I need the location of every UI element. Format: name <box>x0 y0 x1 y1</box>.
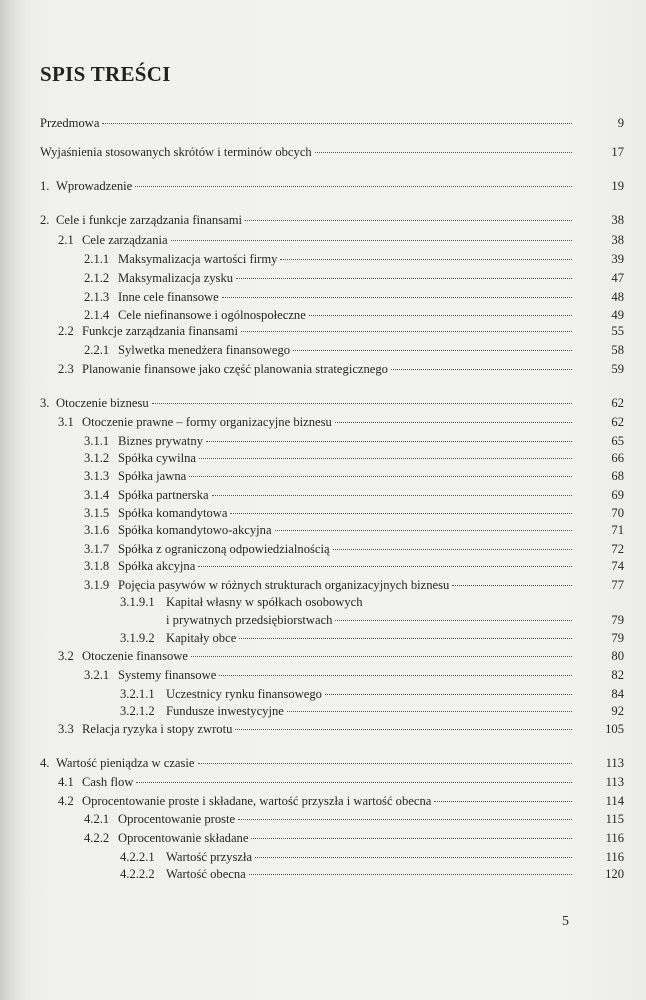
dot-leader <box>222 297 572 298</box>
toc-entry-page: 55 <box>611 324 624 338</box>
toc-entry-title: Kapitał własny w spółkach osobowych <box>166 595 363 609</box>
toc-entry-title: Maksymalizacja zysku <box>118 271 234 285</box>
toc-entry-title: i prywatnych przedsiębiorstwach <box>166 613 333 627</box>
toc-entry-title: Pojęcia pasywów w różnych strukturach organizacyjnych biznesu <box>118 578 450 592</box>
toc-entry <box>120 866 624 882</box>
toc-entry <box>84 558 624 574</box>
toc-entry-title: Wartość pieniądza w czasie <box>56 756 195 770</box>
toc-entry-page: 9 <box>617 116 624 130</box>
toc-entry-number: 4. <box>40 756 50 770</box>
toc-entry-page: 116 <box>605 850 624 864</box>
dot-leader <box>325 694 572 695</box>
dot-leader <box>293 350 572 351</box>
toc-entry-page: 17 <box>611 145 624 159</box>
dot-leader <box>238 819 572 820</box>
toc-entry-number: 2.1.1 <box>84 252 110 266</box>
dot-leader <box>333 549 572 550</box>
toc-entry-page: 74 <box>611 559 624 573</box>
toc-entry-page: 92 <box>611 704 624 718</box>
toc-entry-title: Oprocentowanie proste i składane, wartość przyszła i wartość obecna <box>82 794 432 808</box>
toc-entry-title: Cele zarządzania <box>82 233 168 247</box>
toc-entry-title: Spółka komandytowa <box>118 506 228 520</box>
toc-entry-title: Spółka cywilna <box>118 451 196 465</box>
toc-entry-page: 49 <box>611 308 624 322</box>
toc-entry <box>84 342 624 358</box>
toc-entry-number: 3.1.7 <box>84 542 110 556</box>
toc-entry <box>40 115 624 131</box>
dot-leader <box>135 186 572 187</box>
toc-entry-title: Spółka jawna <box>118 469 187 483</box>
toc-entry-title: Oprocentowanie proste <box>118 812 236 826</box>
toc-entry <box>84 487 624 503</box>
dot-leader <box>391 369 572 370</box>
toc-entry-title: Przedmowa <box>40 116 100 130</box>
toc-entry-page: 105 <box>605 722 624 736</box>
toc-entry-number: 3.1.8 <box>84 559 110 573</box>
toc-entry-page: 65 <box>611 434 624 448</box>
toc-entry <box>120 703 624 719</box>
toc-entry-number: 3.1.9.1 <box>120 595 155 609</box>
toc-entry <box>166 612 624 628</box>
toc-entry-number: 2.2.1 <box>84 343 110 357</box>
toc-entry-title: Cash flow <box>82 775 134 789</box>
toc-entry-title: Fundusze inwestycyjne <box>166 704 284 718</box>
toc-entry-number: 2. <box>40 213 50 227</box>
toc-entry <box>120 630 624 646</box>
toc-entry-title: Biznes prywatny <box>118 434 203 448</box>
toc-entry <box>58 414 624 430</box>
toc-entry-page: 38 <box>611 233 624 247</box>
toc-entry-title: Systemy finansowe <box>118 668 217 682</box>
toc-entry-page: 62 <box>611 396 624 410</box>
dot-leader <box>189 476 572 477</box>
toc-entry-number: 1. <box>40 179 50 193</box>
toc-entry-number: 2.1.4 <box>84 308 110 322</box>
toc-entry-page: 80 <box>611 649 624 663</box>
toc-entry <box>84 251 624 267</box>
toc-entry-page: 58 <box>611 343 624 357</box>
dot-leader <box>249 874 572 875</box>
dot-leader <box>275 530 572 531</box>
toc-entry-number: 3.1.2 <box>84 451 110 465</box>
toc-entry-number: 3.1.9.2 <box>120 631 155 645</box>
toc-entry-title: Wartość obecna <box>166 867 246 881</box>
toc-entry-title: Spółka z ograniczoną odpowiedzialnością <box>118 542 330 556</box>
toc-entry-number: 3.1.3 <box>84 469 110 483</box>
toc-entry-number: 3.1.6 <box>84 523 110 537</box>
toc-entry-page: 66 <box>611 451 624 465</box>
toc-entry <box>58 774 624 790</box>
toc-entry <box>40 212 624 228</box>
toc-entry <box>84 541 624 557</box>
toc-entry-title: Spółka partnerska <box>118 488 209 502</box>
toc-entry-page: 113 <box>605 756 624 770</box>
toc-entry <box>84 667 624 683</box>
toc-entry-title: Inne cele finansowe <box>118 290 219 304</box>
dot-leader <box>280 259 572 260</box>
dot-leader <box>287 711 572 712</box>
toc-entry <box>58 323 624 339</box>
toc-entry-number: 4.2 <box>58 794 74 808</box>
toc-entry <box>84 433 624 449</box>
toc-entry <box>40 395 624 411</box>
toc-entry-number: 4.2.2.1 <box>120 850 155 864</box>
dot-leader <box>241 331 572 332</box>
toc-entry <box>84 522 624 538</box>
toc-entry-number: 3.2 <box>58 649 74 663</box>
toc-entry-page: 69 <box>611 488 624 502</box>
dot-leader <box>315 152 572 153</box>
toc-entry-title: Maksymalizacja wartości firmy <box>118 252 278 266</box>
toc-entry <box>84 450 624 466</box>
toc-entry-page: 77 <box>611 578 624 592</box>
toc-entry <box>84 468 624 484</box>
toc-entry-page: 62 <box>611 415 624 429</box>
toc-entry-title: Wprowadzenie <box>56 179 133 193</box>
toc-entry-page: 70 <box>611 506 624 520</box>
toc-entry-number: 2.2 <box>58 324 74 338</box>
dot-leader <box>191 656 572 657</box>
dot-leader <box>219 675 572 676</box>
toc-entry-number: 4.2.2.2 <box>120 867 155 881</box>
dot-leader <box>452 585 572 586</box>
toc-entry-number: 4.1 <box>58 775 74 789</box>
dot-leader <box>434 801 572 802</box>
toc-entry-number: 2.1 <box>58 233 74 247</box>
toc-entry-title: Otoczenie biznesu <box>56 396 149 410</box>
toc-entry-number: 4.2.2 <box>84 831 110 845</box>
toc-entry-number: 3.1.1 <box>84 434 110 448</box>
dot-leader <box>235 729 572 730</box>
toc-entry-title: Otoczenie finansowe <box>82 649 188 663</box>
dot-leader <box>206 441 572 442</box>
toc-entry-number: 3.1.4 <box>84 488 110 502</box>
toc-entry-page: 39 <box>611 252 624 266</box>
toc-entry-number: 3.1.9 <box>84 578 110 592</box>
toc-entry-number: 2.1.2 <box>84 271 110 285</box>
toc-entry-title: Cele niefinansowe i ogólnospołeczne <box>118 308 306 322</box>
toc-entry-page: 116 <box>605 831 624 845</box>
toc-entry <box>58 721 624 737</box>
toc-entry-title: Oprocentowanie składane <box>118 831 249 845</box>
dot-leader <box>251 838 572 839</box>
toc-entry-page: 47 <box>611 271 624 285</box>
toc-entry-page: 72 <box>611 542 624 556</box>
dot-leader <box>230 513 572 514</box>
toc-entry-page: 59 <box>611 362 624 376</box>
dot-leader <box>199 458 572 459</box>
toc-entry-page: 79 <box>611 613 624 627</box>
toc-entry-title: Uczestnicy rynku finansowego <box>166 687 322 701</box>
toc-entry <box>120 686 624 702</box>
toc-entry-title: Wyjaśnienia stosowanych skrótów i terminów obcych <box>40 145 312 159</box>
dot-leader <box>152 403 572 404</box>
toc-entry-page: 48 <box>611 290 624 304</box>
dot-leader <box>171 240 572 241</box>
dot-leader <box>102 123 572 124</box>
toc-entry <box>40 755 624 771</box>
toc-entry-number: 2.1.3 <box>84 290 110 304</box>
toc-entry <box>84 811 624 827</box>
toc-entry-number: 3. <box>40 396 50 410</box>
toc-entry-title: Wartość przyszła <box>166 850 253 864</box>
toc-entry <box>84 307 624 323</box>
toc-entry-title: Spółka komandytowo-akcyjna <box>118 523 272 537</box>
toc-entry <box>84 830 624 846</box>
toc-entry <box>58 648 624 664</box>
toc-entry-number: 2.3 <box>58 362 74 376</box>
toc-entry <box>84 505 624 521</box>
dot-leader <box>212 495 572 496</box>
toc-entry <box>58 232 624 248</box>
toc-entry <box>84 270 624 286</box>
toc-entry <box>40 178 624 194</box>
toc-entry-page: 115 <box>605 812 624 826</box>
toc-entry-page: 114 <box>605 794 624 808</box>
toc-entry-page: 68 <box>611 469 624 483</box>
toc-entry-number: 4.2.1 <box>84 812 110 826</box>
page-title: SPIS TREŚCI <box>40 62 171 86</box>
toc-entry-page: 82 <box>611 668 624 682</box>
toc-entry <box>84 577 624 593</box>
dot-leader <box>239 638 572 639</box>
toc-entry-title: Sylwetka menedżera finansowego <box>118 343 291 357</box>
toc-entry-page: 19 <box>611 179 624 193</box>
dot-leader <box>136 782 572 783</box>
toc-entry-title: Spółka akcyjna <box>118 559 196 573</box>
toc-entry-page: 71 <box>611 523 624 537</box>
toc-entry-title: Otoczenie prawne – formy organizacyjne biznesu <box>82 415 332 429</box>
toc-entry-page: 79 <box>611 631 624 645</box>
toc-entry-page: 113 <box>605 775 624 789</box>
toc-entry-number: 3.1.5 <box>84 506 110 520</box>
dot-leader <box>236 278 572 279</box>
toc-entry-title: Planowanie finansowe jako część planowania strategicznego <box>82 362 388 376</box>
toc-entry-number: 3.3 <box>58 722 74 736</box>
dot-leader <box>335 620 572 621</box>
dot-leader <box>198 763 573 764</box>
toc-entry-page: 120 <box>605 867 624 881</box>
toc-entry <box>120 849 624 865</box>
page-number: 5 <box>562 914 569 929</box>
toc-entry-number: 3.2.1.2 <box>120 704 155 718</box>
dot-leader <box>309 315 572 316</box>
toc-entry-number: 3.2.1.1 <box>120 687 155 701</box>
toc-entry-page: 84 <box>611 687 624 701</box>
toc-entry-title: Funkcje zarządzania finansami <box>82 324 238 338</box>
toc-entry-page: 38 <box>611 213 624 227</box>
toc-entry-title: Relacja ryzyka i stopy zwrotu <box>82 722 233 736</box>
dot-leader <box>255 857 572 858</box>
toc-entry <box>120 594 576 610</box>
toc-entry-number: 3.2.1 <box>84 668 110 682</box>
toc-entry-title: Cele i funkcje zarządzania finansami <box>56 213 243 227</box>
toc-entry-number: 3.1 <box>58 415 74 429</box>
toc-entry <box>58 793 624 809</box>
toc-entry <box>58 361 624 377</box>
dot-leader <box>335 422 572 423</box>
dot-leader <box>198 566 572 567</box>
toc-entry <box>40 144 624 160</box>
dot-leader <box>245 220 572 221</box>
toc-entry <box>84 289 624 305</box>
toc-entry-title: Kapitały obce <box>166 631 237 645</box>
